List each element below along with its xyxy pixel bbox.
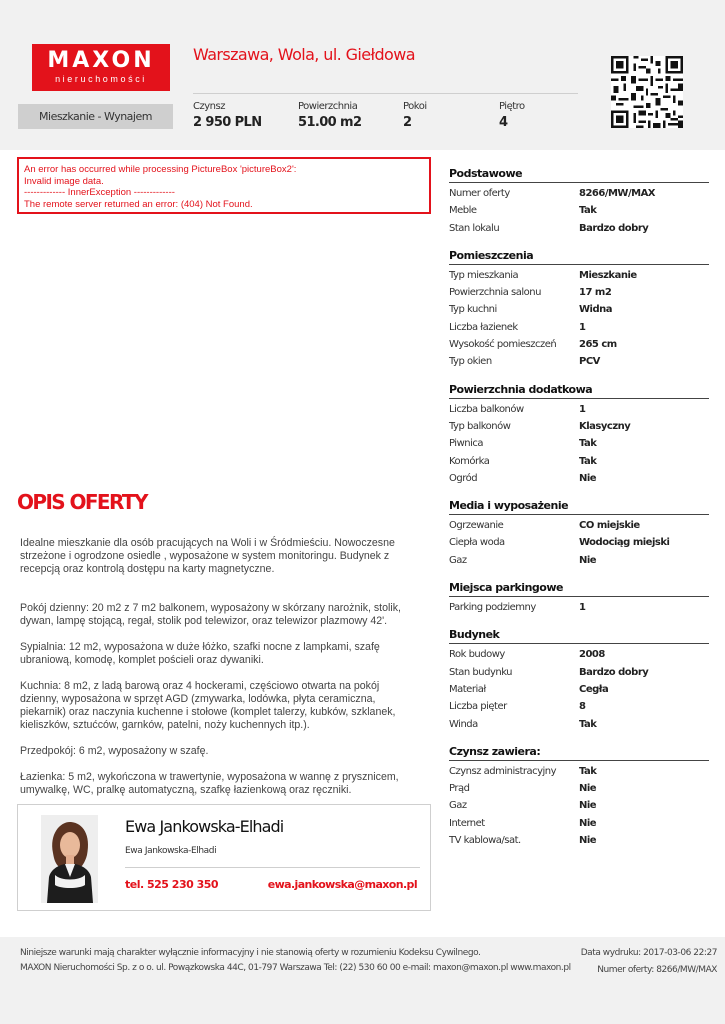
detail-row bbox=[449, 517, 709, 534]
summary-value: 51.00 m2 bbox=[298, 115, 362, 130]
detail-row bbox=[449, 797, 709, 814]
section-powierzchnia-dodatkowa bbox=[449, 382, 709, 487]
detail-label: Stan budynku bbox=[449, 666, 513, 678]
agent-phone-link[interactable]: tel. 525 230 350 bbox=[125, 878, 219, 891]
detail-label: Piwnica bbox=[449, 438, 484, 450]
detail-value: Cegła bbox=[579, 683, 609, 695]
detail-label: Gaz bbox=[449, 554, 467, 566]
detail-row bbox=[449, 435, 709, 452]
detail-label: Winda bbox=[449, 718, 478, 730]
detail-row bbox=[449, 534, 709, 551]
section-title: Podstawowe bbox=[449, 166, 709, 183]
detail-row bbox=[449, 763, 709, 780]
footer-band bbox=[0, 937, 725, 1024]
detail-value: PCV bbox=[579, 356, 600, 368]
detail-label: Wysokość pomieszczeń bbox=[449, 339, 557, 351]
detail-value: 2008 bbox=[579, 649, 605, 661]
agent-name: Ewa Jankowska-Elhadi bbox=[125, 817, 284, 836]
detail-value: Nie bbox=[579, 800, 597, 812]
detail-row bbox=[449, 716, 709, 733]
logo-subtitle: nieruchomości bbox=[55, 74, 147, 84]
detail-label: Ciepła woda bbox=[449, 537, 505, 549]
detail-row bbox=[449, 453, 709, 470]
detail-value: Nie bbox=[579, 472, 597, 484]
detail-row bbox=[449, 780, 709, 797]
detail-row bbox=[449, 832, 709, 849]
detail-value: Nie bbox=[579, 783, 597, 795]
footer-disclaimer: Niniejsze warunki mają charakter wyłącznie informacyjny i nie stanowią oferty w rozumieniu Kodeksu Cywilnego. bbox=[20, 948, 481, 958]
detail-value: Tak bbox=[579, 765, 597, 777]
detail-label: TV kablowa/sat. bbox=[449, 835, 521, 847]
summary-rent bbox=[193, 101, 262, 130]
address-divider bbox=[193, 93, 578, 94]
detail-label: Typ balkonów bbox=[449, 420, 511, 432]
detail-value: Tak bbox=[579, 205, 597, 217]
image-error-box bbox=[17, 157, 431, 214]
section-title: Budynek bbox=[449, 627, 709, 644]
detail-row bbox=[449, 284, 709, 301]
detail-value: Mieszkanie bbox=[579, 269, 637, 281]
description-paragraph: Sypialnia: 12 m2, wyposażona w duże łóżko, szafki nocne z lampkami, szafę ubraniową, komodę, komplet pościeli oraz dywaniki. bbox=[20, 641, 380, 666]
detail-row bbox=[449, 646, 709, 663]
detail-row bbox=[449, 815, 709, 832]
header-band bbox=[0, 0, 725, 150]
detail-label: Liczba łazienek bbox=[449, 321, 518, 333]
error-line: ------------- InnerException ------------- bbox=[24, 187, 175, 198]
error-line: An error has occurred while processing PictureBox 'pictureBox2': bbox=[24, 164, 297, 175]
property-details bbox=[449, 166, 709, 860]
detail-value: Wodociąg miejski bbox=[579, 537, 670, 549]
agent-photo bbox=[41, 815, 98, 903]
detail-row bbox=[449, 664, 709, 681]
detail-value: Tak bbox=[579, 718, 597, 730]
detail-label: Liczba balkonów bbox=[449, 403, 524, 415]
section-czynsz-zawiera bbox=[449, 744, 709, 849]
detail-value: Klasyczny bbox=[579, 420, 631, 432]
footer-print-date: Data wydruku: 2017-03-06 22:27 bbox=[580, 948, 717, 958]
section-pomieszczenia bbox=[449, 248, 709, 371]
section-podstawowe bbox=[449, 166, 709, 237]
detail-row bbox=[449, 470, 709, 487]
detail-row bbox=[449, 401, 709, 418]
section-title: Czynsz zawiera: bbox=[449, 744, 709, 761]
detail-row bbox=[449, 336, 709, 353]
qr-code-icon bbox=[611, 56, 683, 128]
agent-email-link[interactable]: ewa.jankowska@maxon.pl bbox=[267, 878, 417, 891]
agent-card bbox=[17, 804, 431, 911]
detail-value: 265 cm bbox=[579, 339, 617, 351]
description-paragraph: Przedpokój: 6 m2, wyposażony w szafę. bbox=[20, 745, 209, 757]
detail-value: Tak bbox=[579, 455, 597, 467]
summary-value: 2 950 PLN bbox=[193, 115, 262, 130]
summary-value: 2 bbox=[403, 115, 412, 130]
detail-row bbox=[449, 681, 709, 698]
detail-value: Nie bbox=[579, 554, 597, 566]
error-line: Invalid image data. bbox=[24, 175, 104, 187]
detail-label: Typ okien bbox=[449, 356, 492, 368]
detail-row bbox=[449, 599, 709, 616]
detail-label: Ogrzewanie bbox=[449, 520, 504, 532]
detail-value: Widna bbox=[579, 304, 612, 316]
detail-value: Tak bbox=[579, 438, 597, 450]
detail-label: Czynsz administracyjny bbox=[449, 765, 557, 777]
detail-value: 1 bbox=[579, 403, 586, 415]
description-paragraph: Pokój dzienny: 20 m2 z 7 m2 balkonem, wyposażony w skórzany narożnik, stolik, dywan, lampę stojącą, regał, stolik pod telewizor, oraz telewizor plazmowy 42'. bbox=[20, 602, 401, 627]
section-title: Media i wyposażenie bbox=[449, 498, 709, 515]
detail-label: Rok budowy bbox=[449, 649, 505, 661]
detail-label: Gaz bbox=[449, 800, 467, 812]
detail-row bbox=[449, 353, 709, 370]
summary-rooms bbox=[403, 101, 427, 130]
section-budynek bbox=[449, 627, 709, 732]
summary-value: 4 bbox=[499, 115, 508, 130]
agent-subname: Ewa Jankowska-Elhadi bbox=[125, 846, 217, 856]
footer-company: MAXON Nieruchomości Sp. z o o. ul. Powązkowska 44C, 01-797 Warszawa Tel: (22) 530 60 00 e-mail: maxon@maxon.pl www.maxon.pl bbox=[20, 963, 571, 973]
detail-label: Internet bbox=[449, 817, 485, 829]
offer-type-badge: Mieszkanie - Wynajem bbox=[18, 104, 173, 129]
detail-row bbox=[449, 698, 709, 715]
detail-row bbox=[449, 301, 709, 318]
detail-label: Ogród bbox=[449, 472, 478, 484]
detail-value: Bardzo dobry bbox=[579, 666, 649, 678]
summary-label: Piętro bbox=[499, 101, 525, 112]
section-media bbox=[449, 498, 709, 569]
detail-label: Meble bbox=[449, 205, 477, 217]
description-paragraph: Kuchnia: 8 m2, z ladą barową oraz 4 hockerami, częściowo otwarta na pokój dzienny, wyposażona w sprzęt AGD (zmywarka, lodówka, płyta ceramiczna, piekarnik) oraz naczynia kuchenne i stołowe (komplet talerzy, kubków, szklanek, kieliszków, sztućców, garnków, patelni, noży kuchennych itp.). bbox=[20, 680, 396, 731]
detail-value: 8266/MW/MAX bbox=[579, 188, 656, 199]
detail-value: 1 bbox=[579, 321, 586, 333]
detail-row bbox=[449, 267, 709, 284]
detail-label: Powierzchnia salonu bbox=[449, 287, 541, 299]
error-line: The remote server returned an error: (404) Not Found. bbox=[24, 198, 253, 210]
section-parking bbox=[449, 580, 709, 616]
detail-row bbox=[449, 202, 709, 219]
detail-row bbox=[449, 418, 709, 435]
detail-value: Nie bbox=[579, 835, 597, 847]
detail-value: 1 bbox=[579, 602, 586, 614]
detail-value: Bardzo dobry bbox=[579, 222, 649, 234]
summary-area bbox=[298, 101, 361, 130]
description-body bbox=[20, 537, 420, 810]
detail-label: Materiał bbox=[449, 683, 486, 695]
detail-label: Typ kuchni bbox=[449, 304, 497, 316]
detail-row bbox=[449, 319, 709, 336]
description-paragraph: Idealne mieszkanie dla osób pracujących na Woli i w Śródmieściu. Nowoczesne strzeżone i ogrodzone osiedle , wyposażone w system monitoringu. Budynek z recepcją oraz kontrolą dostępu na karty magnetyczne. bbox=[20, 537, 395, 575]
detail-label: Komórka bbox=[449, 455, 490, 467]
property-address: Warszawa, Wola, ul. Giełdowa bbox=[193, 45, 415, 64]
summary-label: Powierzchnia bbox=[298, 101, 358, 112]
maxon-logo bbox=[32, 44, 170, 91]
detail-label: Numer oferty bbox=[449, 188, 510, 199]
section-title: Pomieszczenia bbox=[449, 248, 709, 265]
detail-label: Stan lokalu bbox=[449, 222, 500, 234]
logo-brand: MAXON bbox=[47, 48, 155, 73]
agent-divider bbox=[125, 867, 420, 868]
summary-floor bbox=[499, 101, 525, 130]
detail-row bbox=[449, 185, 709, 202]
description-paragraph: Łazienka: 5 m2, wykończona w trawertynie, wyposażona w wannę z prysznicem, umywalkę, WC, pralkę automatyczną, szafkę łazienkową oraz ręczniki. bbox=[20, 771, 399, 796]
section-title: Powierzchnia dodatkowa bbox=[449, 382, 709, 399]
detail-label: Parking podziemny bbox=[449, 602, 536, 614]
summary-label: Czynsz bbox=[193, 101, 225, 112]
detail-label: Prąd bbox=[449, 783, 470, 795]
summary-label: Pokoi bbox=[403, 101, 427, 112]
detail-row bbox=[449, 220, 709, 237]
detail-row bbox=[449, 552, 709, 569]
detail-value: 8 bbox=[579, 701, 586, 713]
detail-label: Liczba pięter bbox=[449, 701, 507, 713]
detail-label: Typ mieszkania bbox=[449, 269, 519, 281]
detail-value: CO miejskie bbox=[579, 520, 640, 532]
footer-offer-number: Numer oferty: 8266/MW/MAX bbox=[597, 965, 717, 975]
section-title: Miejsca parkingowe bbox=[449, 580, 709, 597]
detail-value: Nie bbox=[579, 817, 597, 829]
detail-value: 17 m2 bbox=[579, 287, 612, 299]
description-title: OPIS OFERTY bbox=[17, 490, 147, 514]
